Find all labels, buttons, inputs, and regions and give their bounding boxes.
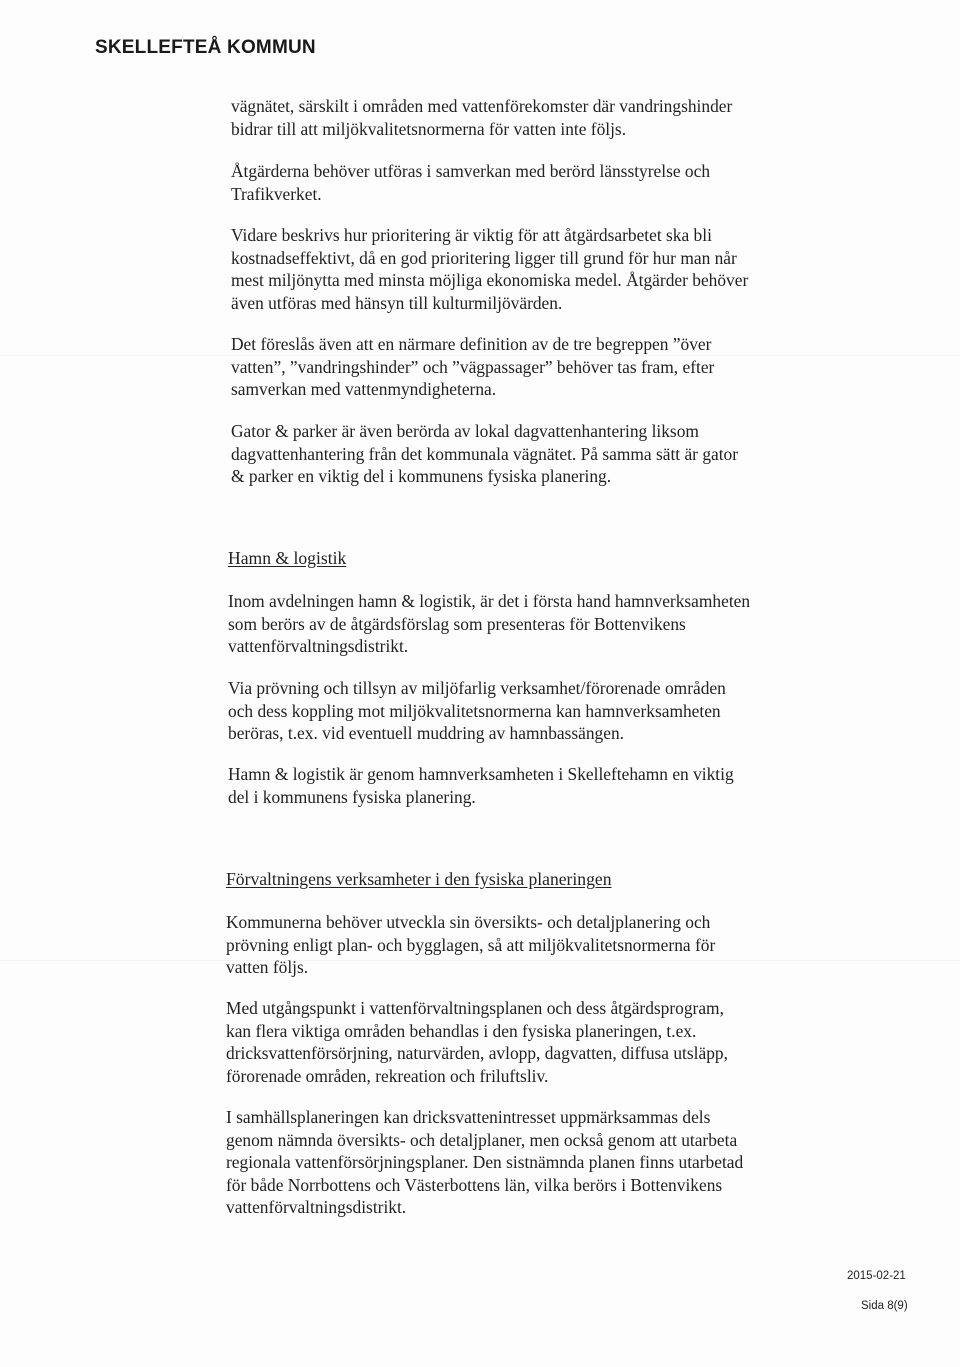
text-line: prövning enligt plan- och bygglagen, så att miljökvalitetsnormerna för	[226, 934, 716, 955]
paragraph	[226, 911, 715, 979]
paragraph	[231, 224, 748, 314]
paragraph	[231, 333, 714, 401]
text-line: och dess koppling mot miljökvalitetsnormerna kan hamnverksamheten	[228, 700, 721, 721]
text-line: Via prövning och tillsyn av miljöfarlig verksamhet/förorenade områden	[228, 678, 726, 698]
paragraph	[226, 1106, 743, 1219]
text-line: samverkan med vattenmyndigheterna.	[231, 379, 497, 399]
organization-header: SKELLEFTEÅ KOMMUN	[95, 37, 316, 58]
text-line: I samhällsplaneringen kan dricksvattenintresset uppmärksammas dels	[226, 1107, 711, 1127]
text-line: & parker en viktig del i kommunens fysiska planering.	[231, 466, 612, 486]
text-line: Kommunerna behöver utveckla sin översikts- och detaljplanering och	[226, 912, 711, 932]
text-line: vattenförvaltningsdistrikt.	[226, 1197, 407, 1217]
text-line: vattenförvaltningsdistrikt.	[228, 636, 409, 656]
text-line: Inom avdelningen hamn & logistik, är det i första hand hamnverksamheten	[228, 591, 751, 611]
text-line: Trafikverket.	[231, 183, 322, 204]
text-line: som berörs av de åtgärdsförslag som presenteras för Bottenvikens	[228, 613, 686, 634]
text-line: Med utgångspunkt i vattenförvaltningsplanen och dess åtgärdsprogram,	[226, 998, 724, 1018]
text-line: genom nämnda översikts- och detaljplaner, men också genom att utarbeta	[226, 1129, 738, 1150]
text-line: regionala vattenförsörjningsplaner. Den sistnämnda planen finns utarbetad	[226, 1152, 744, 1172]
paragraph	[231, 420, 738, 488]
text-line: Vidare beskrivs hur prioritering är viktig för att åtgärdsarbetet ska bli	[231, 225, 712, 245]
text-line: vägnätet, särskilt i områden med vattenförekomster där vandringshinder	[231, 96, 733, 116]
paragraph	[231, 160, 710, 205]
paragraph	[228, 677, 726, 745]
text-line: förorenade områden, rekreation och friluftsliv.	[226, 1065, 549, 1086]
text-line: även utföras med hänsyn till kulturmiljövärden.	[231, 292, 563, 313]
text-line: beröras, t.ex. vid eventuell muddring av hamnbassängen.	[228, 723, 625, 743]
text-line: Hamn & logistik är genom hamnverksamheten i Skelleftehamn en viktig	[228, 764, 734, 784]
text-line: Åtgärderna behöver utföras i samverkan med berörd länsstyrelse och	[231, 161, 711, 181]
text-line: för både Norrbottens och Västerbottens län, vilka berörs i Bottenvikens	[226, 1174, 723, 1195]
text-line: mest miljönytta med minsta möjliga ekonomiska medel. Åtgärder behöver	[231, 270, 749, 290]
page-number: Sida 8(9)	[861, 1300, 908, 1312]
text-line: Gator & parker är även berörda av lokal dagvattenhantering liksom	[231, 421, 699, 441]
text-line: kostnadseffektivt, då en god prioritering ligger till grund för hur man når	[231, 247, 737, 268]
text-line: kan flera viktiga områden behandlas i den fysiska planeringen, t.ex.	[226, 1020, 697, 1041]
text-line: dricksvattenförsörjning, naturvärden, avlopp, dagvatten, diffusa utsläpp,	[226, 1043, 728, 1063]
section-heading-hamn: Hamn & logistik	[228, 548, 347, 568]
text-line: dagvattenhantering från det kommunala vägnätet. På samma sätt är gator	[231, 443, 739, 464]
paragraph	[226, 997, 728, 1087]
text-line: del i kommunens fysiska planering.	[228, 786, 476, 807]
paragraph	[231, 95, 732, 140]
text-line: bidrar till att miljökvalitetsnormerna för vatten inte följs.	[231, 118, 627, 139]
text-line: vatten”, ”vandringshinder” och ”vägpassager” behöver tas fram, efter	[231, 356, 715, 377]
paragraph	[228, 763, 734, 808]
section-heading-forvaltning: Förvaltningens verksamheter i den fysiska planeringen	[226, 869, 612, 889]
document-date: 2015-02-21	[847, 1270, 906, 1282]
text-line: Det föreslås även att en närmare definition av de tre begreppen ”över	[231, 334, 712, 354]
text-line: vatten följs.	[226, 957, 309, 977]
paragraph	[228, 590, 750, 658]
